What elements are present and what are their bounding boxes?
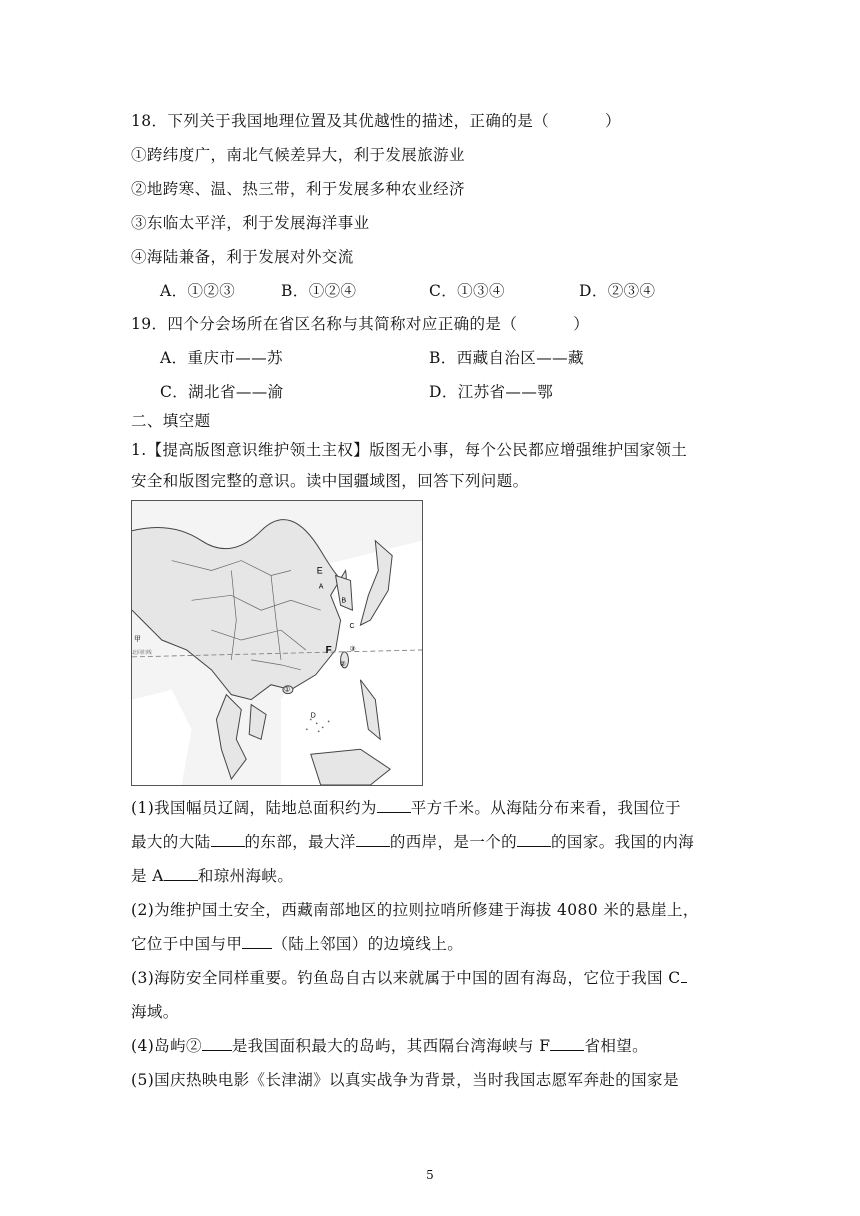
text: 的东部，最大洋 [244,833,356,851]
answer-blank[interactable] [517,832,551,847]
label-jia: 甲 [134,635,141,644]
q19-option-d: D．江苏省——鄂 [429,383,554,401]
text: 的国家。我国的内海 [551,833,695,851]
label-tropic: 北回归线 [132,649,152,656]
q19-stem [131,313,589,335]
fill1-part5: (5)国庆热映电影《长津湖》以真实战争为背景，当时我国志愿军奔赴的国家是 [131,1071,679,1089]
q18-statement-1: ①跨纬度广，南北气候差异大，利于发展旅游业 [131,146,465,164]
answer-blank[interactable] [242,934,272,949]
label-circle-1: ① [283,685,291,694]
q18-option-a: A．①②③ [160,282,236,300]
fill1-intro-2: 安全和版图完整的意识。读中国疆域图，回答下列问题。 [131,472,529,490]
label-e: E [316,565,323,576]
text: (4)岛屿② [131,1037,202,1055]
label-a: A [318,583,324,591]
label-circle-3: ③ [349,644,356,653]
fill1-part1-line1 [131,797,681,819]
answer-blank[interactable] [356,832,390,847]
q19-stem-text: 19．四个分会场所在省区名称与其简称对应正确的是（ [131,315,518,333]
q19-stem-close: ） [573,315,590,333]
answer-blank[interactable] [377,798,411,813]
fill1-part2-line2 [131,933,463,955]
label-f: F [325,644,332,656]
q18-option-b: B．①②④ [281,282,357,300]
text: 平方千米。从海陆分布来看，我国位于 [410,799,682,817]
text: 它位于中国与甲 [131,935,243,953]
text: 的西岸，是一个的 [389,833,518,851]
q19-option-c: C．湖北省——渝 [160,383,284,401]
text: (3)海防安全同样重要。钓鱼岛自古以来就属于中国的固有海岛，它位于我国 C [131,969,681,987]
text: 省相望。 [584,1037,649,1055]
q18-statement-2: ②地跨寒、温、热三带，利于发展多种农业经济 [131,180,465,198]
answer-blank[interactable] [211,832,245,847]
answer-blank[interactable] [164,866,198,881]
map-graphic [132,501,422,785]
q19-option-a: A．重庆市——苏 [160,349,283,367]
fill1-part3-line1 [131,967,687,989]
text: （陆上邻国）的边境线上。 [272,935,464,953]
q18-statement-4: ④海陆兼备，利于发展对外交流 [131,248,354,266]
label-c: C [349,623,355,631]
q18-statement-3: ③东临太平洋，利于发展海洋事业 [131,214,370,232]
label-b: B [341,597,347,605]
text: 和琼州海峡。 [197,867,294,885]
page-number: 5 [426,1168,434,1182]
q19-option-b: B．西藏自治区——藏 [429,349,584,367]
text: 最大的大陆 [131,833,211,851]
text: 是 A [131,867,164,885]
fill1-part4 [131,1035,648,1057]
section-heading: 二、填空题 [131,412,211,430]
text: (1)我国幅员辽阔，陆地总面积约为 [131,799,377,817]
text: 是我国面积最大的岛屿，其西隔台湾海峡与 F [231,1037,551,1055]
fill1-part1-line3 [131,865,293,887]
answer-blank[interactable] [202,1036,232,1051]
fill1-part2-line1: (2)为维护国土安全，西藏南部地区的拉则拉哨所修建于海拔 4080 米的悬崖上， [131,901,699,919]
label-d: D [310,712,316,720]
fill1-intro-1: 1.【提高版图意识维护领土主权】版图无小事，每个公民都应增强维护国家领土 [131,441,688,459]
china-territory-map [131,500,423,786]
label-circle-2: ② [339,659,346,668]
answer-blank[interactable] [550,1036,584,1051]
q18-option-c: C．①③④ [429,282,505,300]
q18-stem [131,110,621,132]
q18-stem-close: ） [605,112,621,130]
answer-blank[interactable] [681,968,687,983]
q18-stem-text: 18．下列关于我国地理位置及其优越性的描述，正确的是（ [131,112,550,130]
fill1-part1-line2 [131,831,694,853]
q18-option-d: D．②③④ [579,282,656,300]
fill1-part3-line2: 海域。 [131,1003,179,1021]
